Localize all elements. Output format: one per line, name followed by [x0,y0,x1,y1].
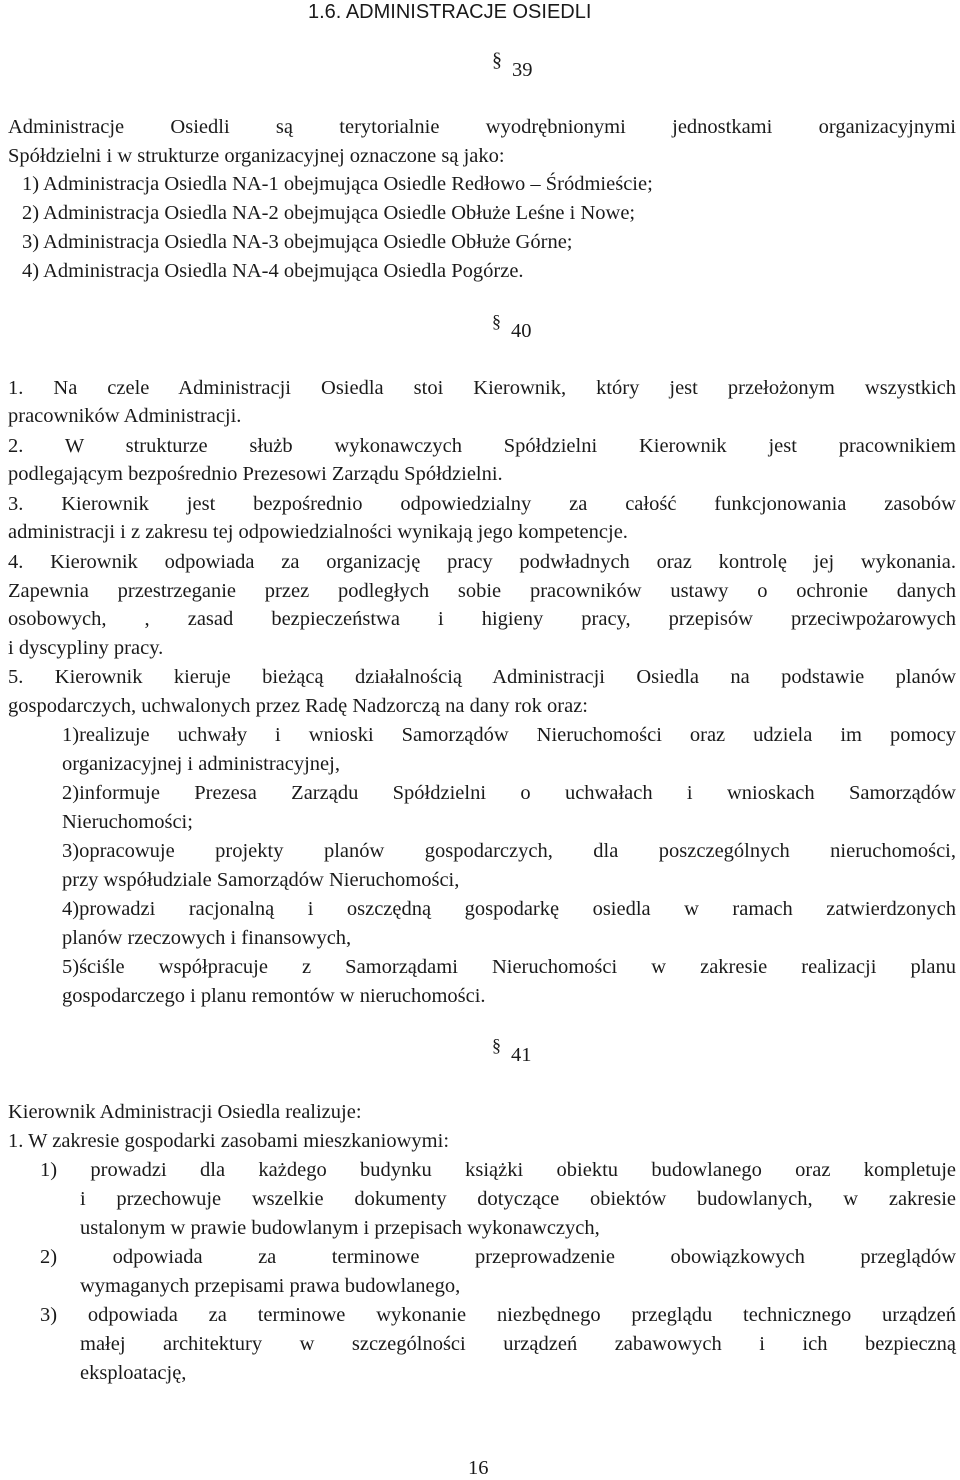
paragraph-line: osobowych, , zasad bezpieczeństwa i higieny pracy, przepisów przeciwpożarowych [8,608,956,630]
paragraph-line: Administracje Osiedli są terytorialnie wyodrębnionymi jednostkami organizacyjnymi [8,116,956,138]
section-number: 41 [511,1044,532,1066]
section-sign-icon: § [492,49,502,71]
list-item: 2)informuje Prezesa Zarządu Spółdzielni o uchwałach i wnioskach Samorządów [62,782,956,804]
paragraph-line: podlegającym bezpośrednio Prezesowi Zarządu Spółdzielni. [8,463,503,485]
paragraph-line: pracowników Administracji. [8,405,242,427]
list-item: 5)ściśle współpracuje z Samorządami Nieruchomości w zakresie realizacji planu [62,956,956,978]
list-item: 3) odpowiada za terminowe wykonanie niezbędnego przeglądu technicznego urządzeń [40,1304,956,1326]
section-39-heading [492,49,533,82]
list-item: wymaganych przepisami prawa budowlanego, [80,1275,461,1297]
list-item: małej architektury w szczególności urządzeń zabawowych i ich bezpieczną [80,1333,956,1355]
paragraph-line: 4. Kierownik odpowiada za organizację pracy podwładnych oraz kontrolę jej wykonania. [8,551,956,573]
list-item: przy współudziale Samorządów Nieruchomości, [62,869,460,891]
list-item: organizacyjnej i administracyjnej, [62,753,340,775]
section-number: 39 [512,59,533,81]
paragraph-line: 3. Kierownik jest bezpośrednio odpowiedzialny za całość funkcjonowania zasobów [8,493,956,515]
list-item: ustalonym w prawie budowlanym i przepisach wykonawczych, [80,1217,600,1239]
paragraph-line: Kierownik Administracji Osiedla realizuje: [8,1101,362,1123]
list-item: 2) Administracja Osiedla NA-2 obejmująca Osiedle Obłuże Leśne i Nowe; [22,202,636,224]
section-number: 40 [511,320,532,342]
list-item: gospodarczego i planu remontów w nieruchomości. [62,985,486,1007]
list-item: 3) Administracja Osiedla NA-3 obejmująca Osiedle Obłuże Górne; [22,231,573,253]
section-sign-icon: § [492,1035,501,1055]
section-sign-icon: § [492,311,501,331]
list-item: i przechowuje wszelkie dokumenty dotyczące obiektów budowlanych, w zakresie [80,1188,956,1210]
paragraph-line: gospodarczych, uchwalonych przez Radę Nadzorczą na dany rok oraz: [8,695,588,717]
paragraph-line: 5. Kierownik kieruje bieżącą działalnością Administracji Osiedla na podstawie planów [8,666,956,688]
paragraph-line: administracji i z zakresu tej odpowiedzialności wynikają jego kompetencje. [8,521,628,543]
paragraph-line: 1. W zakresie gospodarki zasobami mieszkaniowymi: [8,1130,450,1152]
list-item: 2) odpowiada za terminowe przeprowadzenie obowiązkowych przeglądów [40,1246,956,1268]
page-number: 16 [468,1457,489,1479]
paragraph-line: Spółdzielni i w strukturze organizacyjnej oznaczone są jako: [8,145,505,167]
list-item: 1) Administracja Osiedla NA-1 obejmująca Osiedle Redłowo – Śródmieście; [22,173,653,195]
paragraph-line: 2. W strukturze służb wykonawczych Spółdzielni Kierownik jest pracownikiem [8,435,956,457]
chapter-heading: 1.6. ADMINISTRACJE OSIEDLI [308,1,592,23]
list-item: 4) Administracja Osiedla NA-4 obejmująca Osiedla Pogórze. [22,260,524,282]
list-item: 1) prowadzi dla każdego budynku książki obiektu budowlanego oraz kompletuje [40,1159,956,1181]
section-40-heading [492,311,532,343]
list-item: planów rzeczowych i finansowych, [62,927,352,949]
list-item: 1)realizuje uchwały i wnioski Samorządów Nieruchomości oraz udziela im pomocy [62,724,956,746]
list-item: Nieruchomości; [62,811,193,833]
section-41-heading [492,1035,532,1067]
list-item: 4)prowadzi racjonalną i oszczędną gospodarkę osiedla w ramach zatwierdzonych [62,898,956,920]
paragraph-line: i dyscypliny pracy. [8,637,164,659]
list-item: eksploatację, [80,1362,187,1384]
list-item: 3)opracowuje projekty planów gospodarczych, dla poszczególnych nieruchomości, [62,840,956,862]
paragraph-line: 1. Na czele Administracji Osiedla stoi Kierownik, który jest przełożonym wszystkich [8,377,956,399]
paragraph-line: Zapewnia przestrzeganie przez podległych sobie pracowników ustawy o ochronie danych [8,580,956,602]
